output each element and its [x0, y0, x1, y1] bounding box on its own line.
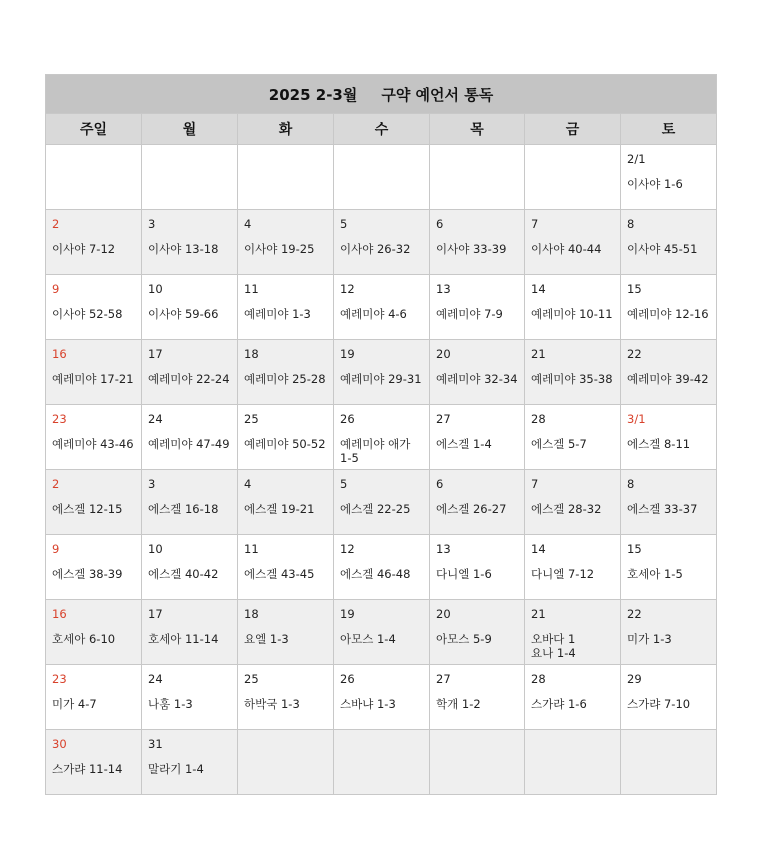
day-number: 7: [531, 477, 539, 491]
day-number: 17: [148, 607, 163, 621]
reading-assignment: 미가 1-3: [627, 632, 672, 646]
day-number: [436, 152, 524, 166]
day-cell: [525, 535, 621, 600]
day-number: 13: [436, 282, 451, 296]
day-cell: [525, 340, 621, 405]
day-number: 24: [148, 672, 163, 686]
day-cell: [621, 665, 717, 730]
day-cell: [142, 275, 238, 340]
reading-assignment: 에스겔 22-25: [340, 502, 411, 516]
day-cell: [621, 600, 717, 665]
day-cell: [142, 210, 238, 275]
reading-assignment: 예레미야 32-34: [436, 372, 518, 386]
reading-assignment: 에스겔 1-4: [436, 437, 492, 451]
day-number: 11: [244, 282, 259, 296]
reading-assignment: 스가랴 7-10: [627, 697, 691, 711]
day-number: [531, 152, 620, 166]
day-cell: [334, 470, 430, 535]
day-number: 2: [52, 217, 60, 231]
day-number: 16: [52, 607, 67, 621]
day-cell: [621, 535, 717, 600]
reading-assignment: 요엘 1-3: [244, 632, 289, 646]
day-cell: [621, 470, 717, 535]
reading-assignment: 이사야 40-44: [531, 242, 602, 256]
day-cell: [430, 275, 525, 340]
day-number: 7: [531, 217, 539, 231]
day-cell: [46, 275, 142, 340]
day-number: 18: [244, 607, 259, 621]
reading-assignment: 학개 1-2: [436, 697, 481, 711]
day-number: 19: [340, 347, 355, 361]
week-row: [46, 535, 717, 600]
day-cell: [142, 535, 238, 600]
week-row: [46, 145, 717, 210]
day-number: 11: [244, 542, 259, 556]
reading-assignment: 다니엘 7-12: [531, 567, 595, 581]
day-number: [436, 737, 524, 751]
calendar-plan-name: 구약 예언서 통독: [381, 85, 494, 104]
day-number: 8: [627, 217, 635, 231]
day-number: 26: [340, 672, 355, 686]
weekday-header: 수: [334, 114, 430, 145]
reading-assignment: 호세아 6-10: [52, 632, 116, 646]
reading-assignment: 에스겔 43-45: [244, 567, 315, 581]
reading-assignment: 에스겔 26-27: [436, 502, 507, 516]
day-number: 13: [436, 542, 451, 556]
day-number: 6: [436, 477, 444, 491]
reading-assignment: 스가랴 11-14: [52, 762, 123, 776]
day-number: 26: [340, 412, 355, 426]
day-number: 27: [436, 412, 451, 426]
day-number: [148, 152, 237, 166]
weekday-header: 화: [238, 114, 334, 145]
day-cell: [430, 145, 525, 210]
day-cell: [334, 600, 430, 665]
reading-assignment: 이사야 7-12: [52, 242, 116, 256]
day-number: 15: [627, 542, 642, 556]
reading-calendar: [45, 74, 717, 795]
day-number: 3/1: [627, 412, 646, 426]
reading-assignment: 에스겔 5-7: [531, 437, 587, 451]
day-cell: [430, 210, 525, 275]
day-number: 3: [148, 477, 156, 491]
reading-assignment: 예레미야 43-46: [52, 437, 134, 451]
day-cell: [525, 275, 621, 340]
day-number: 21: [531, 607, 546, 621]
day-number: 21: [531, 347, 546, 361]
reading-assignment: 예레미야 7-9: [436, 307, 503, 321]
day-cell: [46, 340, 142, 405]
week-row: [46, 470, 717, 535]
day-number: 22: [627, 347, 642, 361]
day-cell: [334, 340, 430, 405]
reading-assignment: 에스겔 38-39: [52, 567, 123, 581]
day-cell: [525, 730, 621, 795]
reading-assignment: 말라기 1-4: [148, 762, 204, 776]
day-number: 12: [340, 282, 355, 296]
calendar-title: [46, 75, 717, 114]
day-number: [340, 737, 429, 751]
day-number: 2: [52, 477, 60, 491]
reading-assignment: 에스겔 28-32: [531, 502, 602, 516]
day-cell: [142, 600, 238, 665]
reading-assignment: 에스겔 16-18: [148, 502, 219, 516]
day-cell: [334, 210, 430, 275]
day-cell: [238, 600, 334, 665]
day-cell: [46, 730, 142, 795]
week-row: [46, 665, 717, 730]
reading-assignment: 예레미야 29-31: [340, 372, 422, 386]
reading-assignment: 예레미야 4-6: [340, 307, 407, 321]
weekday-header-row: [46, 114, 717, 145]
day-cell: [238, 665, 334, 730]
reading-assignment: 아모스 5-9: [436, 632, 492, 646]
day-cell: [334, 145, 430, 210]
day-number: 14: [531, 542, 546, 556]
day-number: 18: [244, 347, 259, 361]
reading-assignment: 이사야 52-58: [52, 307, 123, 321]
reading-assignment: 예레미야 10-11: [531, 307, 613, 321]
day-cell: [430, 535, 525, 600]
week-row: [46, 210, 717, 275]
reading-assignment: 예레미야 1-3: [244, 307, 311, 321]
day-number: 5: [340, 477, 348, 491]
day-cell: [46, 405, 142, 470]
day-number: 6: [436, 217, 444, 231]
day-number: 25: [244, 672, 259, 686]
day-number: 4: [244, 217, 252, 231]
reading-assignment: 예레미야 애가 1-5: [340, 437, 411, 465]
reading-assignment: 에스겔 12-15: [52, 502, 123, 516]
day-cell: [142, 405, 238, 470]
day-cell: [430, 470, 525, 535]
week-row: [46, 600, 717, 665]
day-number: 10: [148, 542, 163, 556]
day-number: 28: [531, 412, 546, 426]
reading-assignment: 에스겔 8-11: [627, 437, 691, 451]
day-cell: [334, 535, 430, 600]
day-number: 28: [531, 672, 546, 686]
reading-assignment: 호세아 11-14: [148, 632, 219, 646]
day-cell: [46, 470, 142, 535]
day-number: 23: [52, 672, 67, 686]
day-cell: [46, 600, 142, 665]
day-number: [531, 737, 620, 751]
reading-assignment: 다니엘 1-6: [436, 567, 492, 581]
day-number: 3: [148, 217, 156, 231]
day-cell: [334, 275, 430, 340]
day-cell: [238, 730, 334, 795]
day-number: [340, 152, 429, 166]
day-cell: [430, 405, 525, 470]
day-number: [244, 737, 333, 751]
day-number: 29: [627, 672, 642, 686]
reading-assignment: 예레미야 35-38: [531, 372, 613, 386]
day-cell: [621, 275, 717, 340]
day-cell: [142, 470, 238, 535]
reading-assignment: 에스겔 19-21: [244, 502, 315, 516]
day-cell: [525, 210, 621, 275]
reading-assignment: 이사야 13-18: [148, 242, 219, 256]
day-number: 2/1: [627, 152, 646, 166]
reading-assignment: 예레미야 25-28: [244, 372, 326, 386]
day-number: [52, 152, 141, 166]
weekday-header: 주일: [46, 114, 142, 145]
reading-assignment: 나훔 1-3: [148, 697, 193, 711]
day-cell: [430, 730, 525, 795]
day-cell: [142, 145, 238, 210]
day-number: 10: [148, 282, 163, 296]
day-number: [244, 152, 333, 166]
reading-assignment: 에스겔 46-48: [340, 567, 411, 581]
day-cell: [525, 405, 621, 470]
reading-assignment: 오바다 1 요나 1-4: [531, 632, 576, 660]
day-cell: [525, 145, 621, 210]
week-row: [46, 340, 717, 405]
day-number: 31: [148, 737, 163, 751]
reading-assignment: 이사야 26-32: [340, 242, 411, 256]
day-cell: [621, 405, 717, 470]
reading-assignment: 이사야 33-39: [436, 242, 507, 256]
day-cell: [525, 600, 621, 665]
week-row: [46, 730, 717, 795]
reading-assignment: 예레미야 50-52: [244, 437, 326, 451]
day-number: 4: [244, 477, 252, 491]
calendar-period: 2025 2-3월: [268, 85, 358, 104]
weekday-header: 목: [430, 114, 525, 145]
day-cell: [238, 340, 334, 405]
day-cell: [525, 470, 621, 535]
reading-assignment: 예레미야 17-21: [52, 372, 134, 386]
day-number: 24: [148, 412, 163, 426]
reading-assignment: 호세아 1-5: [627, 567, 683, 581]
reading-assignment: 에스겔 33-37: [627, 502, 698, 516]
day-number: [627, 737, 716, 751]
reading-assignment: 하박국 1-3: [244, 697, 300, 711]
week-row: [46, 405, 717, 470]
reading-assignment: 예레미야 39-42: [627, 372, 709, 386]
day-number: 9: [52, 282, 60, 296]
day-cell: [142, 340, 238, 405]
day-number: 25: [244, 412, 259, 426]
day-cell: [46, 535, 142, 600]
day-number: 22: [627, 607, 642, 621]
day-cell: [621, 145, 717, 210]
day-cell: [238, 210, 334, 275]
reading-assignment: 이사야 45-51: [627, 242, 698, 256]
reading-assignment: 아모스 1-4: [340, 632, 396, 646]
day-number: 27: [436, 672, 451, 686]
reading-assignment: 이사야 59-66: [148, 307, 219, 321]
weekday-header: 금: [525, 114, 621, 145]
day-cell: [46, 210, 142, 275]
day-cell: [238, 405, 334, 470]
reading-assignment: 미가 4-7: [52, 697, 97, 711]
day-cell: [621, 340, 717, 405]
reading-assignment: 예레미야 22-24: [148, 372, 230, 386]
day-number: 19: [340, 607, 355, 621]
day-number: 15: [627, 282, 642, 296]
day-cell: [334, 730, 430, 795]
day-cell: [238, 535, 334, 600]
day-number: 30: [52, 737, 67, 751]
day-cell: [238, 470, 334, 535]
day-cell: [430, 340, 525, 405]
day-cell: [334, 665, 430, 730]
day-number: 14: [531, 282, 546, 296]
week-row: [46, 275, 717, 340]
reading-assignment: 예레미야 47-49: [148, 437, 230, 451]
reading-assignment: 스바냐 1-3: [340, 697, 396, 711]
day-cell: [621, 730, 717, 795]
day-cell: [46, 145, 142, 210]
day-cell: [525, 665, 621, 730]
day-number: 12: [340, 542, 355, 556]
day-cell: [334, 405, 430, 470]
day-cell: [238, 275, 334, 340]
day-cell: [46, 665, 142, 730]
reading-assignment: 예레미야 12-16: [627, 307, 709, 321]
day-number: 9: [52, 542, 60, 556]
day-number: 20: [436, 347, 451, 361]
day-cell: [430, 600, 525, 665]
day-number: 17: [148, 347, 163, 361]
day-number: 20: [436, 607, 451, 621]
day-number: 5: [340, 217, 348, 231]
weekday-header: 월: [142, 114, 238, 145]
weekday-header: 토: [621, 114, 717, 145]
reading-assignment: 이사야 19-25: [244, 242, 315, 256]
day-cell: [430, 665, 525, 730]
day-cell: [621, 210, 717, 275]
day-cell: [142, 730, 238, 795]
reading-assignment: 에스겔 40-42: [148, 567, 219, 581]
day-number: 23: [52, 412, 67, 426]
reading-assignment: 스가랴 1-6: [531, 697, 587, 711]
reading-assignment: 이사야 1-6: [627, 177, 683, 191]
day-cell: [142, 665, 238, 730]
day-number: 16: [52, 347, 67, 361]
day-cell: [238, 145, 334, 210]
day-number: 8: [627, 477, 635, 491]
